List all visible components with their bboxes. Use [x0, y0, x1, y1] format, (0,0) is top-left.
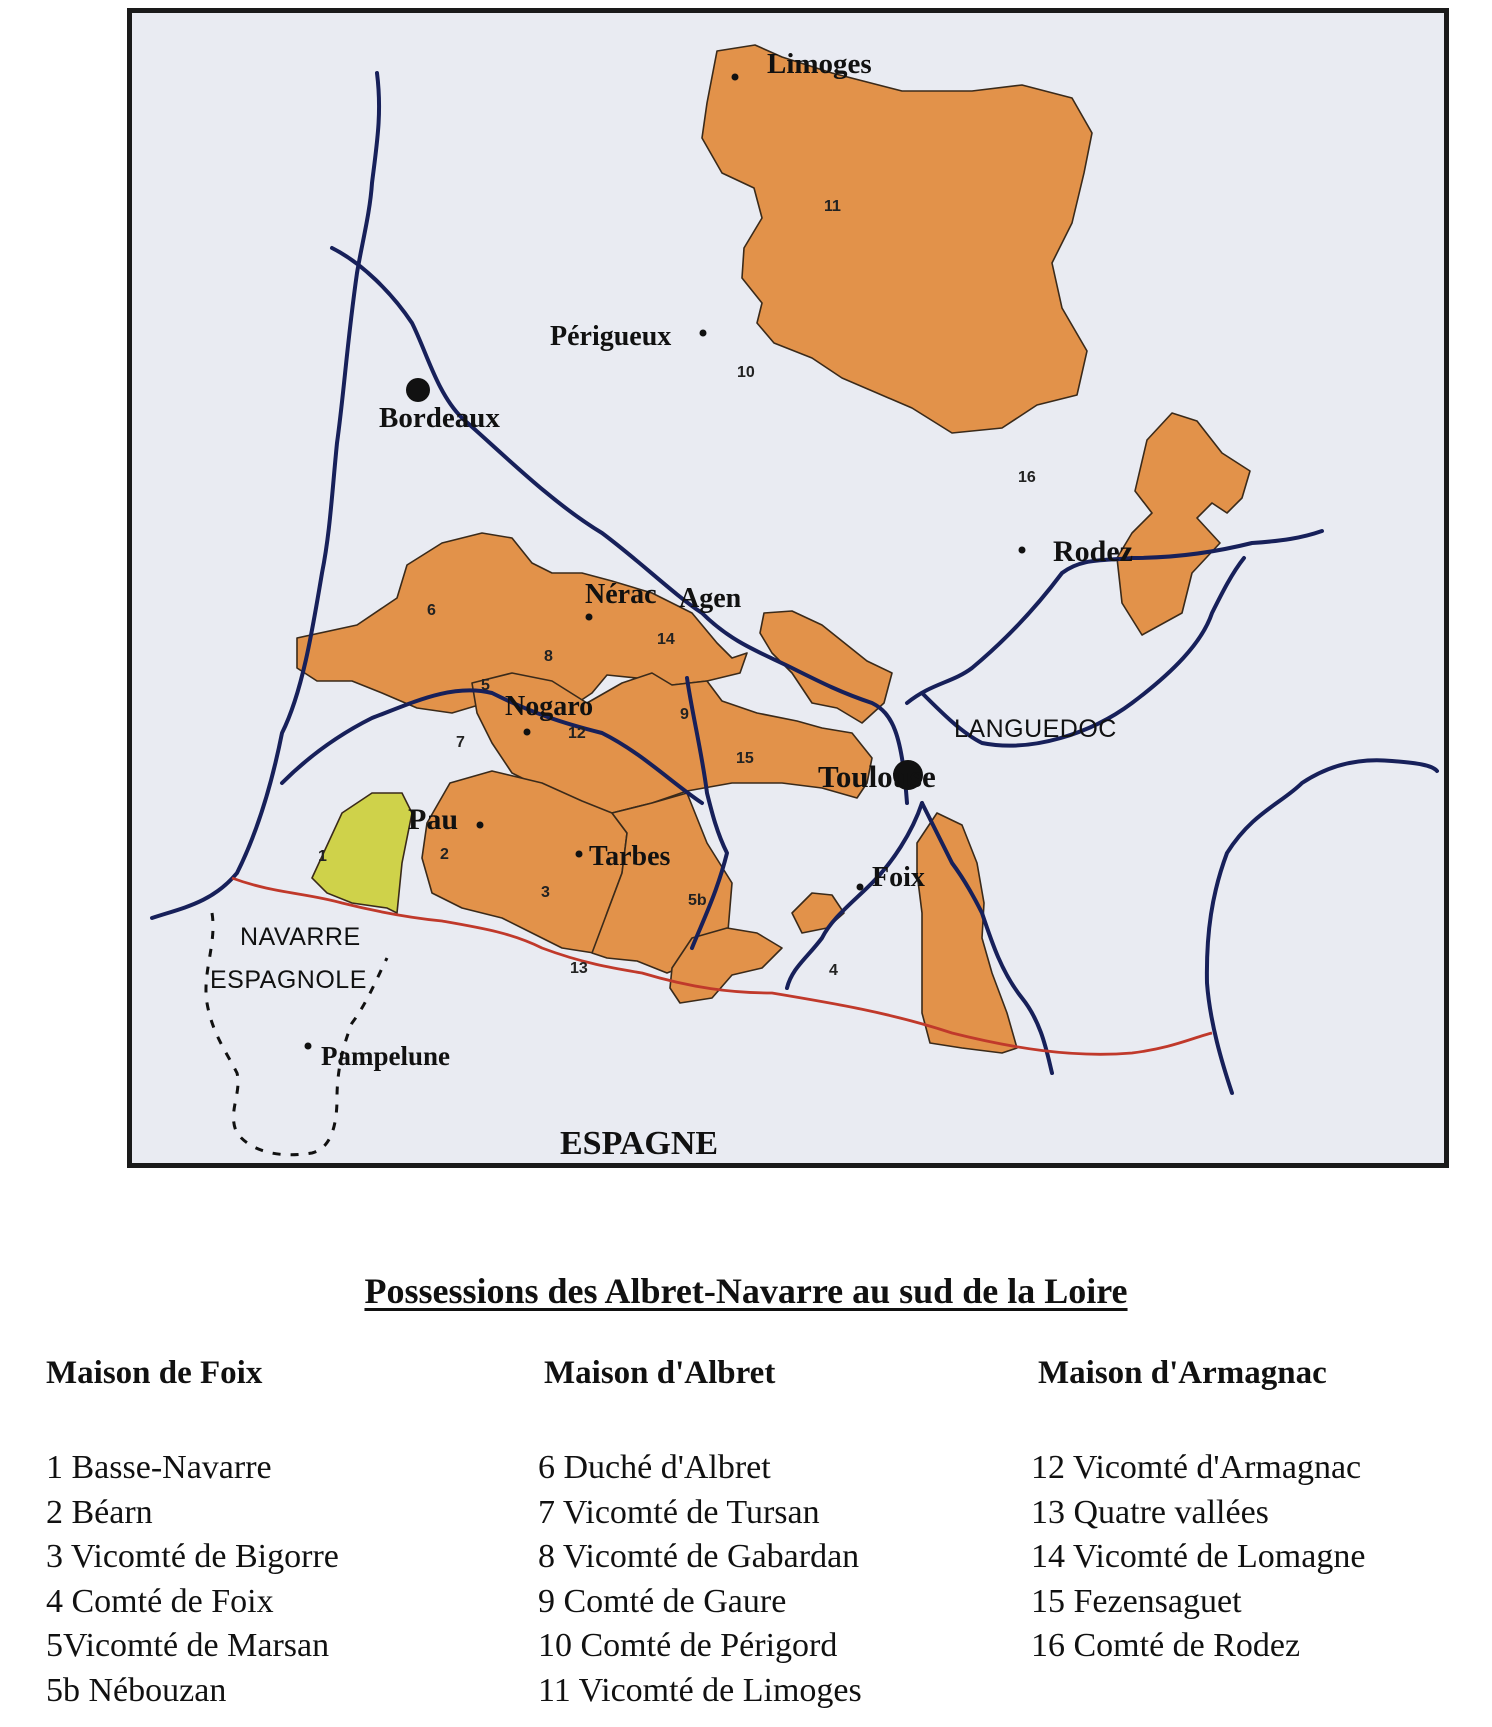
legend-item: 14 Vicomté de Lomagne [1031, 1538, 1366, 1576]
region-num-14: 14 [657, 631, 675, 648]
region-4-shape [917, 813, 1017, 1053]
legend-item: 1 Basse-Navarre [46, 1449, 272, 1486]
region-num-5: 5 [481, 677, 490, 694]
legend-list-albret [538, 1446, 862, 1714]
region-num-10: 10 [737, 364, 755, 381]
legend-item: 16 Comté de Rodez [1031, 1627, 1301, 1665]
city-nogaro: Nogaro [505, 691, 594, 722]
legend-item: 12 Vicomté d'Armagnac [1031, 1449, 1362, 1486]
region-num-12: 12 [568, 725, 586, 742]
region-14-shape [760, 611, 892, 723]
neste-river [787, 803, 922, 988]
legend-item: 9 Comté de Gaure [538, 1582, 787, 1620]
city-toulouse: Toulouse [818, 759, 936, 794]
city-tarbes: Tarbes [589, 841, 671, 872]
region-num-3: 3 [541, 884, 550, 901]
legend-item: 10 Comté de Périgord [538, 1627, 838, 1665]
region-num-8: 8 [544, 648, 553, 665]
map-frame [127, 8, 1449, 1168]
legend-list-foix [46, 1446, 339, 1714]
region-num-9: 9 [680, 706, 689, 723]
area-espagne: ESPAGNE [560, 1125, 719, 1162]
region-5b-shape [792, 893, 844, 933]
legend-heading-foix: Maison de Foix [46, 1355, 263, 1391]
legend-item: 3 Vicomté de Bigorre [46, 1538, 339, 1576]
region-16-shape [1117, 413, 1250, 635]
city-bordeaux: Bordeaux [379, 402, 500, 434]
legend-column-albret [538, 1355, 862, 1714]
legend-item: 15 Fezensaguet [1031, 1582, 1242, 1620]
legend-item: 7 Vicomté de Tursan [538, 1493, 820, 1531]
legend-heading-armagnac: Maison d'Armagnac [1038, 1355, 1327, 1391]
map [132, 13, 1444, 1163]
pau-marker [477, 822, 484, 829]
city-foix: Foix [872, 862, 925, 893]
region-1-shape [312, 793, 412, 913]
city-nerac: Nérac [585, 579, 657, 610]
legend-item: 6 Duché d'Albret [538, 1449, 771, 1486]
region-num-13: 13 [570, 960, 588, 977]
region-10-11-shape [702, 45, 1092, 433]
nogaro-marker [524, 729, 531, 736]
region-num-5b: 5b [688, 892, 707, 909]
region-num-6: 6 [427, 602, 436, 619]
bordeaux-marker [406, 378, 430, 402]
area-navarre-1: NAVARRE [240, 923, 361, 951]
legend-item: 8 Vicomté de Gabardan [538, 1538, 860, 1576]
city-rodez: Rodez [1053, 535, 1133, 568]
region-num-16: 16 [1018, 469, 1036, 486]
region-num-1: 1 [318, 848, 327, 865]
legend-column-armagnac [1031, 1355, 1365, 1669]
tarbes-marker [576, 851, 583, 858]
legend-item: 2 Béarn [46, 1493, 153, 1531]
city-agen: Agen [679, 583, 742, 614]
rodez-marker [1019, 547, 1026, 554]
aude-river [1207, 760, 1437, 1093]
legend-item: 5b Nébouzan [46, 1671, 227, 1709]
city-limoges: Limoges [767, 48, 872, 80]
legend-title: Possessions des Albret-Navarre au sud de la Loire [364, 1271, 1128, 1311]
pampelune-marker [305, 1043, 312, 1050]
area-languedoc: LANGUEDOC [954, 715, 1117, 743]
area-navarre-2: ESPAGNOLE [210, 966, 367, 994]
legend-item: 4 Comté de Foix [46, 1582, 274, 1620]
city-perigueux: Périgueux [550, 321, 672, 352]
nerac-marker [586, 614, 593, 621]
region-num-4: 4 [829, 962, 838, 979]
legend-item: 5Vicomté de Marsan [46, 1627, 330, 1665]
region-num-15: 15 [736, 750, 754, 767]
legend-item: 11 Vicomté de Limoges [538, 1671, 862, 1709]
legend-column-foix [46, 1355, 339, 1714]
region-num-11: 11 [824, 198, 841, 215]
legend-list-armagnac [1031, 1446, 1365, 1669]
foix-marker [857, 884, 864, 891]
region-num-7: 7 [456, 734, 465, 751]
city-pampelune: Pampelune [321, 1041, 451, 1071]
limoges-marker [732, 74, 739, 81]
region-num-2: 2 [440, 846, 449, 863]
legend-item: 13 Quatre vallées [1031, 1493, 1269, 1531]
perigueux-marker [700, 330, 707, 337]
city-pau: Pau [408, 803, 459, 836]
legend-heading-albret: Maison d'Albret [544, 1355, 776, 1391]
gironde-coast [152, 73, 379, 918]
